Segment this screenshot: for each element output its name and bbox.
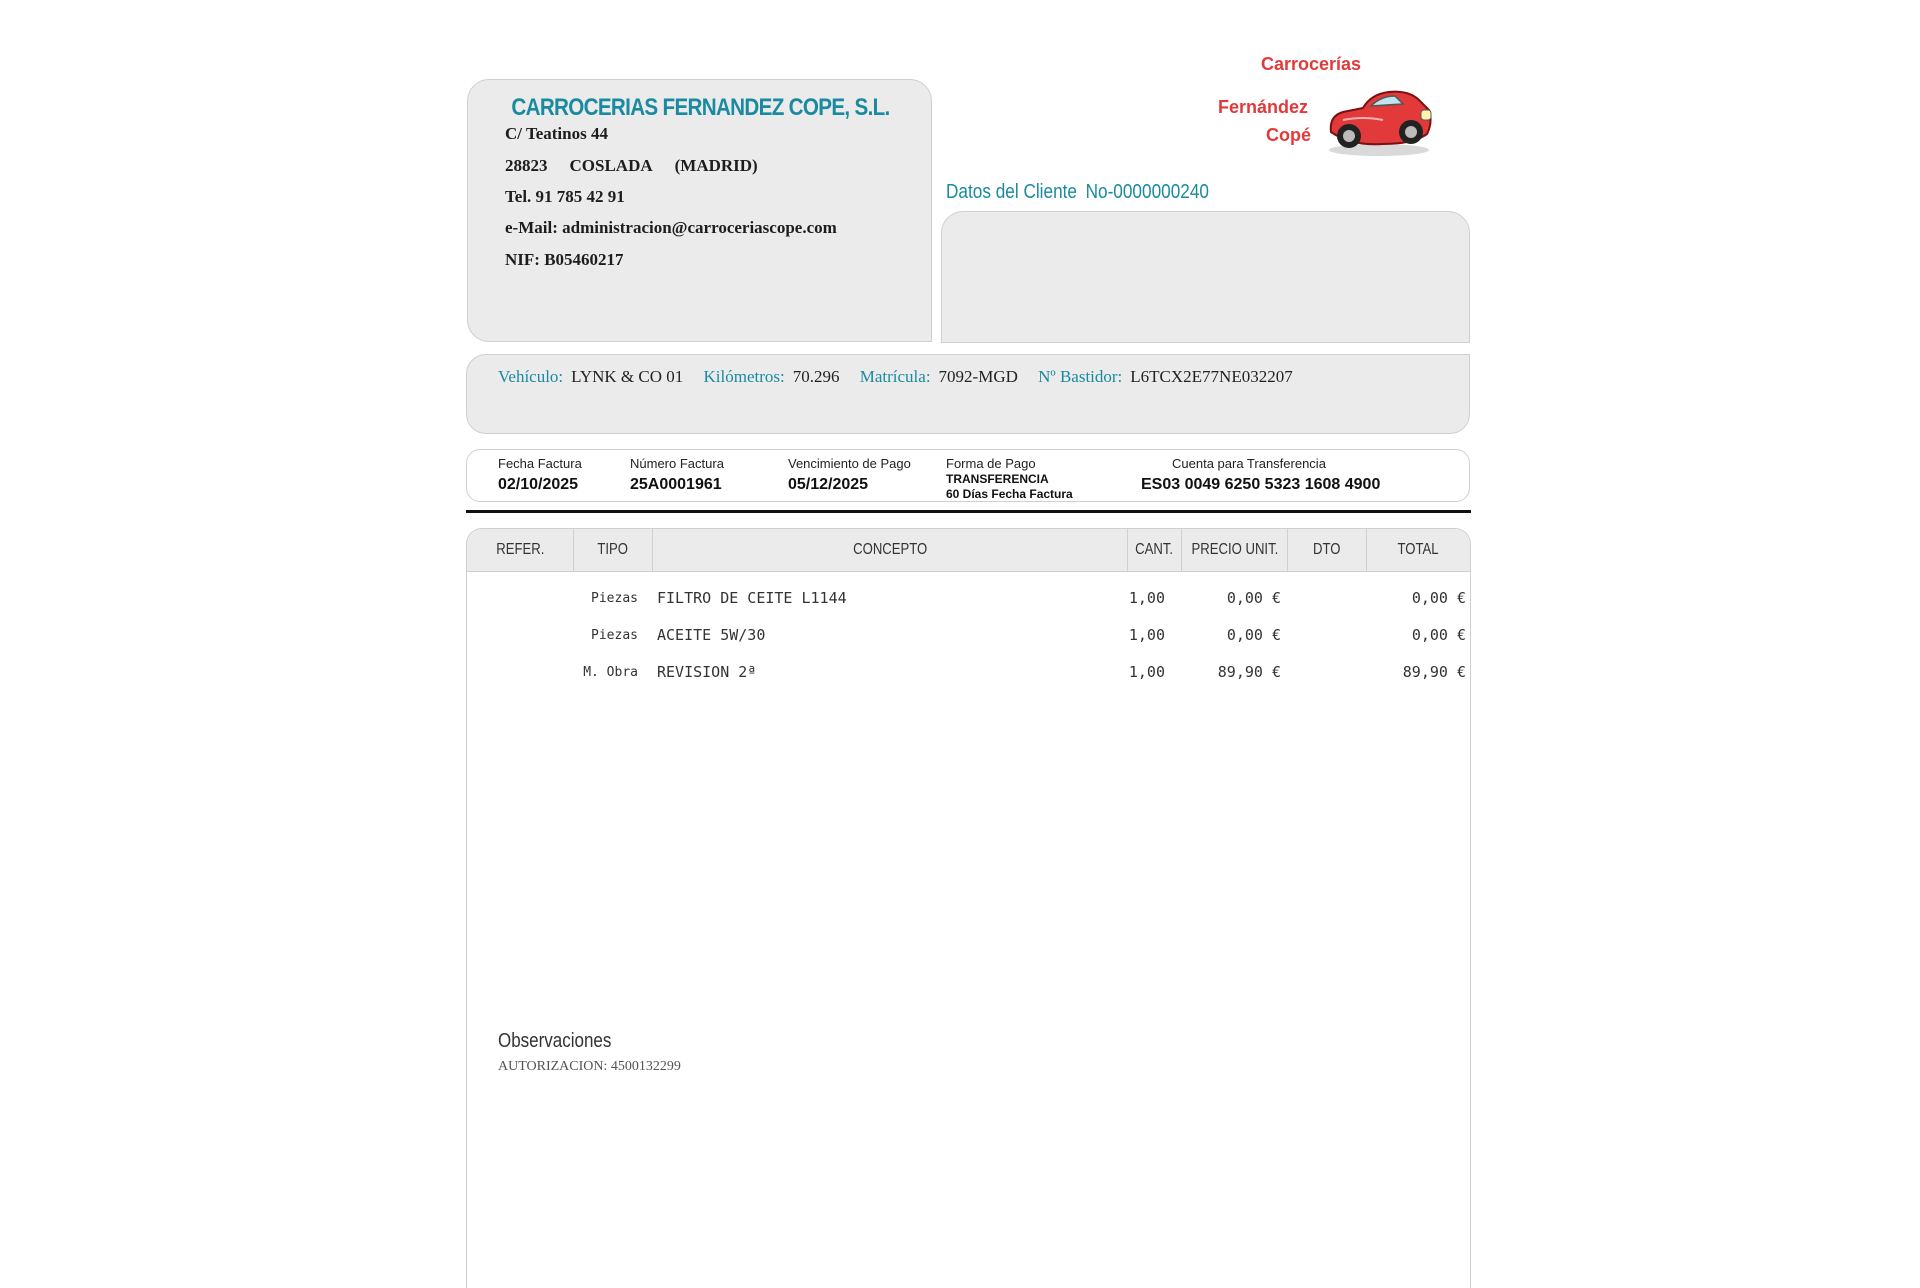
invoice-number-label: Número Factura [630, 456, 724, 471]
cell-total: 0,00 € [1411, 626, 1466, 644]
company-address: C/ Teatinos 44 [505, 124, 608, 143]
vin-label: Nº Bastidor: [1038, 367, 1123, 386]
km-label: Kilómetros: [703, 367, 785, 386]
cell-precio: 0,00 € [1226, 626, 1281, 644]
payment-terms-value: 60 Días Fecha Factura [946, 487, 1073, 501]
col-header-concepto: CONCEPTO [653, 529, 1128, 571]
client-data-title [946, 181, 1218, 204]
col-header-precio: PRECIO UNIT. [1182, 529, 1288, 571]
cell-concepto: FILTRO DE CEITE L1144 [657, 589, 847, 607]
logo-text-line2: Fernández [1218, 97, 1309, 117]
due-date-label: Vencimiento de Pago [788, 456, 911, 471]
cell-tipo: Piezas [591, 628, 638, 643]
client-title-label: Datos del Cliente [946, 181, 1077, 203]
col-header-cant: CANT. [1128, 529, 1182, 571]
table-row [467, 663, 1470, 693]
col-header-dto: DTO [1288, 529, 1367, 571]
vehicle-value: LYNK & CO 01 [571, 367, 684, 386]
km-value: 70.296 [792, 367, 840, 386]
cell-cant: 1,00 [1128, 626, 1165, 644]
cell-concepto: ACEITE 5W/30 [657, 626, 766, 644]
vehicle-info-box [466, 354, 1470, 434]
plate-label: Matrícula: [859, 367, 931, 386]
section-divider [466, 510, 1471, 513]
table-header [467, 529, 1470, 572]
company-city: COSLADA [569, 156, 653, 175]
company-city-line [505, 156, 780, 176]
vehicle-label: Vehículo: [498, 367, 564, 386]
company-phone: Tel. 91 785 42 91 [505, 187, 625, 206]
invoice-number-value: 25A0001961 [630, 476, 722, 493]
invoice-date-label: Fecha Factura [498, 456, 582, 471]
cell-precio: 89,90 € [1217, 663, 1281, 681]
table-row [467, 626, 1470, 656]
cell-tipo: M. Obra [583, 665, 638, 680]
company-postal-code: 28823 [505, 156, 548, 175]
table-row [467, 589, 1470, 619]
col-header-ref: REFER. [467, 529, 574, 571]
cell-cant: 1,00 [1128, 589, 1165, 607]
cell-precio: 0,00 € [1226, 589, 1281, 607]
company-province: (MADRID) [674, 156, 758, 175]
cell-concepto: REVISION 2ª [657, 663, 757, 681]
observations-text: AUTORIZACION: 4500132299 [498, 1059, 681, 1074]
cell-cant: 1,00 [1128, 663, 1165, 681]
logo-text-line1: Carrocerías [1261, 54, 1362, 74]
red-car-icon [1323, 80, 1435, 160]
invoice-info-box [466, 449, 1470, 502]
payment-method-label: Forma de Pago [946, 456, 1036, 471]
company-info-box [467, 79, 932, 342]
cell-total: 0,00 € [1411, 589, 1466, 607]
transfer-account-value: ES03 0049 6250 5323 1608 4900 [1141, 476, 1381, 493]
invoice-lines-table [466, 528, 1471, 1288]
col-header-tipo: TIPO [574, 529, 653, 571]
company-nif: NIF: B05460217 [505, 250, 624, 269]
company-name: CARROCERIAS FERNANDEZ COPE, S.L. [511, 94, 890, 121]
payment-method-value: TRANSFERENCIA [946, 472, 1049, 486]
plate-value: 7092-MGD [938, 367, 1018, 386]
transfer-account-label: Cuenta para Transferencia [1172, 456, 1326, 471]
logo-text-line3: Copé [1266, 125, 1311, 145]
col-header-total: TOTAL [1397, 541, 1440, 558]
client-info-box [941, 211, 1470, 343]
due-date-value: 05/12/2025 [788, 476, 869, 493]
company-logo [1215, 52, 1435, 162]
observations-title: Observaciones [498, 1030, 612, 1052]
invoice-date-value: 02/10/2025 [498, 476, 579, 493]
company-email: e-Mail: administracion@carroceriascope.com [505, 218, 837, 237]
cell-tipo: Piezas [591, 591, 638, 606]
cell-total: 89,90 € [1402, 663, 1466, 681]
client-number: No-0000000240 [1085, 181, 1209, 203]
vehicle-row [498, 367, 1309, 387]
vin-value: L6TCX2E77NE032207 [1130, 367, 1293, 386]
